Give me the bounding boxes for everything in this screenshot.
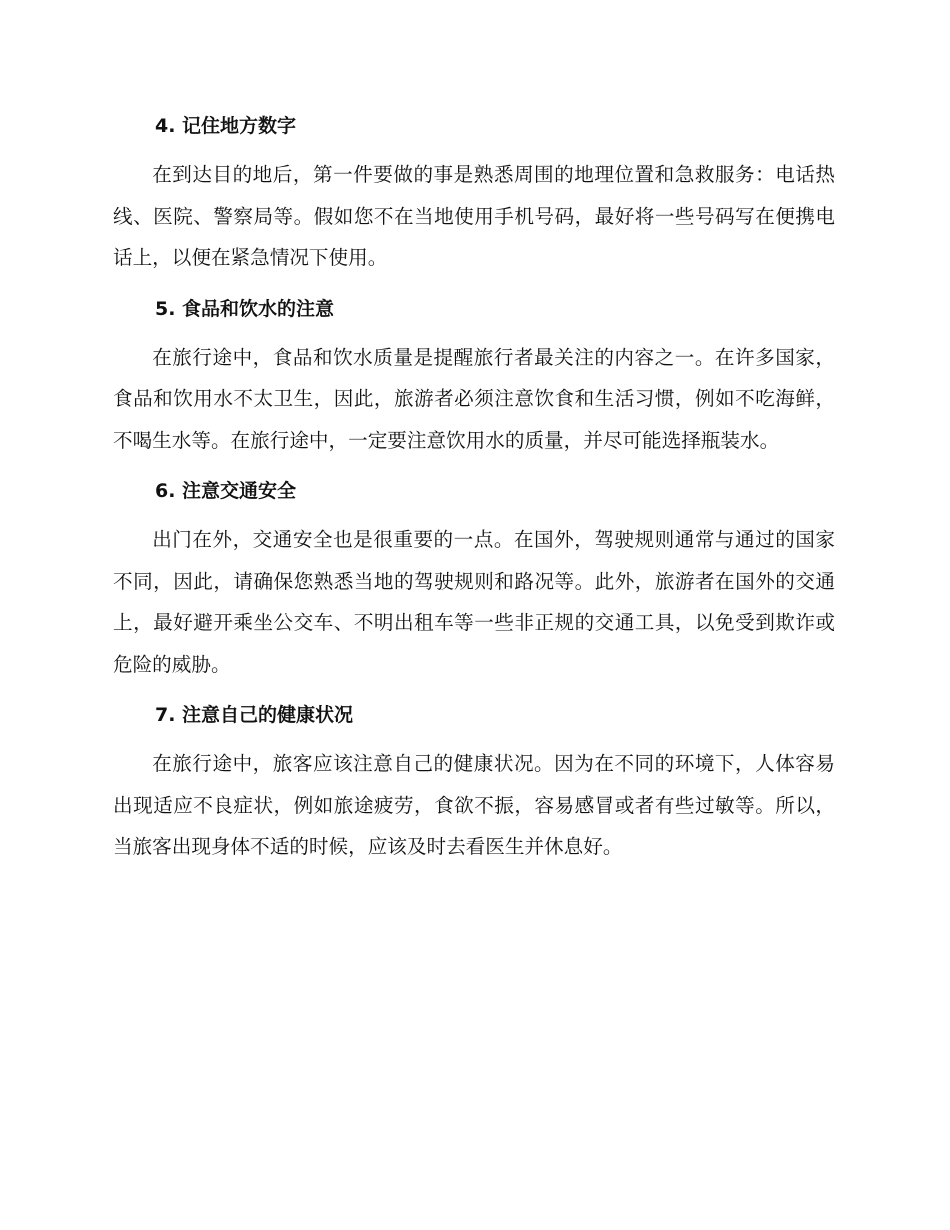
section-heading: 4. 记住地方数字 <box>155 115 297 137</box>
section-local-numbers <box>113 106 835 279</box>
section-traffic-safety <box>113 471 835 685</box>
section-paragraph: 出门在外，交通安全也是很重要的一点。在国外，驾驶规则通常与通过的国家不同，因此，请确保您熟悉当地的驾驶规则和路况等。此外，旅游者在国外的交通上，最好避开乘坐公交车、不明出租车等一些非正规的交通工具，以免受到欺诈或危险的威胁。 <box>113 528 835 676</box>
document-page <box>113 106 835 878</box>
section-paragraph: 在到达目的地后，第一件要做的事是熟悉周围的地理位置和急救服务：电话热线、医院、警察局等。假如您不在当地使用手机号码，最好将一些号码写在便携电话上，以便在紧急情况下使用。 <box>113 163 835 269</box>
section-food-water <box>113 289 835 462</box>
section-paragraph: 在旅行途中，食品和饮水质量是提醒旅行者最关注的内容之一。在许多国家，食品和饮用水不太卫生，因此，旅游者必须注意饮食和生活习惯，例如不吃海鲜，不喝生水等。在旅行途中，一定要注意饮用水的质量，并尽可能选择瓶装水。 <box>113 345 835 452</box>
section-heading: 5. 食品和饮水的注意 <box>155 297 335 320</box>
section-heading: 6. 注意交通安全 <box>155 480 297 502</box>
section-health <box>113 695 835 868</box>
section-paragraph: 在旅行途中，旅客应该注意自己的健康状况。因为在不同的环境下，人体容易出现适应不良症状，例如旅途疲劳，食欲不振，容易感冒或者有些过敏等。所以，当旅客出现身体不适的时候，应该及时去看医生并休息好。 <box>113 752 835 858</box>
section-heading: 7. 注意自己的健康状况 <box>155 704 354 726</box>
